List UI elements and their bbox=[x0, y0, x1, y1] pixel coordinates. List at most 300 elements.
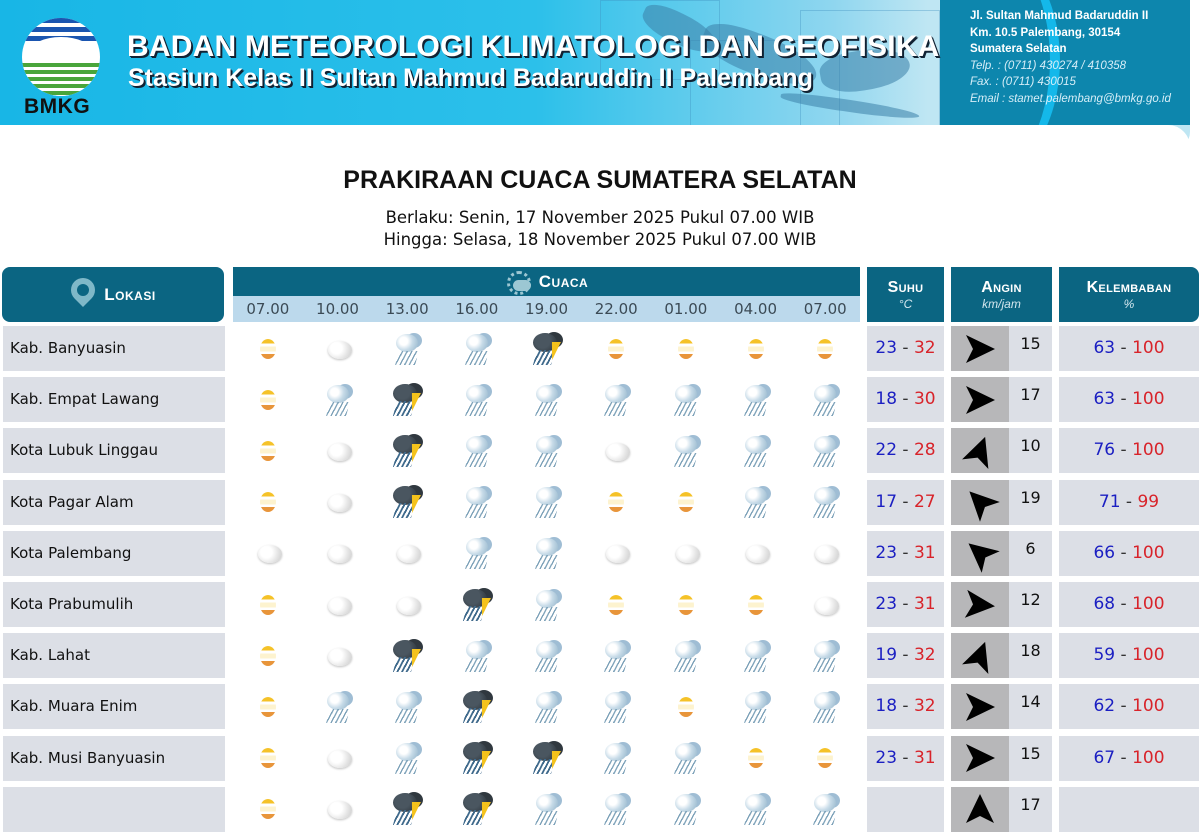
rain-icon bbox=[666, 739, 706, 777]
wind-direction bbox=[951, 428, 1009, 473]
wind-speed: 17 bbox=[1020, 794, 1041, 814]
weather-cell bbox=[651, 377, 721, 422]
weather-cell bbox=[721, 736, 791, 781]
rain-icon bbox=[527, 688, 567, 726]
time-slots bbox=[233, 296, 860, 322]
weather-cell bbox=[372, 582, 442, 627]
table-row bbox=[0, 377, 1200, 422]
thunderstorm-icon bbox=[387, 637, 427, 675]
temp-max: 32 bbox=[913, 696, 936, 717]
thunderstorm-icon bbox=[457, 790, 497, 828]
range-separator: - bbox=[897, 645, 914, 666]
thunderstorm-icon bbox=[457, 688, 497, 726]
wind-speed: 17 bbox=[1020, 385, 1041, 405]
temperature-range bbox=[867, 633, 944, 678]
weather-icons bbox=[233, 531, 860, 576]
weather-cell bbox=[233, 736, 303, 781]
wind-direction bbox=[951, 326, 1009, 371]
sunny-icon bbox=[248, 790, 288, 828]
weather-cell bbox=[372, 633, 442, 678]
humidity-max: 100 bbox=[1132, 696, 1165, 717]
temperature-range bbox=[867, 736, 944, 781]
range-separator: - bbox=[897, 594, 914, 614]
weather-cell bbox=[372, 326, 442, 371]
wind-direction-arrow-icon bbox=[962, 791, 998, 827]
cloudy-icon bbox=[318, 586, 358, 624]
weather-cell bbox=[790, 428, 860, 473]
location-pin-icon bbox=[70, 278, 96, 312]
weather-cell bbox=[512, 428, 582, 473]
rain-icon bbox=[527, 483, 567, 521]
wind-speed: 15 bbox=[1020, 743, 1041, 763]
temperature-range bbox=[867, 480, 944, 525]
sunny-icon bbox=[736, 739, 776, 777]
thunderstorm-icon bbox=[457, 586, 497, 624]
humidity-min: 63 bbox=[1093, 389, 1116, 410]
wind-cell bbox=[951, 787, 1052, 832]
location-name: Kota Lubuk Linggau bbox=[3, 428, 225, 473]
wind-cell bbox=[951, 736, 1052, 781]
sunny-icon bbox=[666, 586, 706, 624]
humidity-min: 71 bbox=[1098, 491, 1121, 512]
rain-icon bbox=[527, 586, 567, 624]
rain-icon bbox=[736, 790, 776, 828]
weather-cell bbox=[790, 684, 860, 729]
rain-icon bbox=[457, 534, 497, 572]
weather-cell bbox=[581, 684, 651, 729]
rain-icon bbox=[666, 637, 706, 675]
header-kelembaban bbox=[1059, 267, 1199, 322]
sunny-icon bbox=[666, 330, 706, 368]
thunderstorm-icon bbox=[527, 330, 567, 368]
weather-icons bbox=[233, 736, 860, 781]
wind-cell bbox=[951, 531, 1052, 576]
weather-cell bbox=[790, 582, 860, 627]
temp-min: 19 bbox=[875, 645, 898, 666]
humidity-min: 59 bbox=[1093, 645, 1116, 666]
wind-direction-arrow-icon bbox=[960, 585, 999, 624]
wind-speed: 6 bbox=[1025, 538, 1036, 558]
temp-min: 18 bbox=[875, 696, 898, 717]
humidity-range bbox=[1059, 326, 1199, 371]
weather-cell bbox=[233, 326, 303, 371]
header-suhu bbox=[867, 267, 944, 322]
weather-cell bbox=[233, 480, 303, 525]
wind-direction bbox=[951, 787, 1009, 832]
humidity-range bbox=[1059, 377, 1199, 422]
header-cuaca-label: Cuaca bbox=[538, 271, 589, 291]
weather-cell bbox=[651, 531, 721, 576]
weather-cell bbox=[303, 787, 373, 832]
weather-cell bbox=[721, 684, 791, 729]
weather-cell bbox=[651, 582, 721, 627]
time-slot: 10.00 bbox=[316, 300, 359, 318]
weather-cell bbox=[721, 428, 791, 473]
rain-icon bbox=[596, 790, 636, 828]
table-row bbox=[0, 480, 1200, 525]
humidity-range bbox=[1059, 684, 1199, 729]
weather-cell bbox=[442, 736, 512, 781]
cloudy-icon bbox=[318, 483, 358, 521]
sunny-icon bbox=[248, 432, 288, 470]
weather-cell bbox=[372, 531, 442, 576]
humidity-min: 66 bbox=[1093, 542, 1116, 563]
weather-cell bbox=[721, 480, 791, 525]
weather-cell bbox=[651, 428, 721, 473]
cloudy-icon bbox=[318, 790, 358, 828]
cloudy-icon bbox=[596, 534, 636, 572]
rain-icon bbox=[387, 739, 427, 777]
rain-icon bbox=[457, 637, 497, 675]
weather-cell bbox=[303, 326, 373, 371]
weather-cell bbox=[721, 531, 791, 576]
table-row bbox=[0, 326, 1200, 371]
validity-period bbox=[0, 207, 1200, 251]
humidity-max: 100 bbox=[1132, 542, 1165, 563]
wind-speed: 19 bbox=[1020, 487, 1041, 507]
weather-cell bbox=[651, 684, 721, 729]
range-separator: - bbox=[1115, 338, 1133, 358]
time-slot: 07.00 bbox=[246, 300, 290, 318]
rain-icon bbox=[457, 432, 497, 470]
weather-icons bbox=[233, 428, 860, 473]
org-subtitle: Stasiun Kelas II Sultan Mahmud Badaruddin II Palembang bbox=[128, 64, 813, 92]
rain-icon bbox=[666, 790, 706, 828]
weather-cell bbox=[303, 582, 373, 627]
range-separator: - bbox=[897, 696, 914, 717]
location-name: Kota Prabumulih bbox=[3, 582, 225, 627]
temp-max: 31 bbox=[913, 594, 936, 614]
weather-cell bbox=[512, 377, 582, 422]
weather-cell bbox=[442, 633, 512, 678]
weather-cell bbox=[442, 582, 512, 627]
weather-cell bbox=[372, 480, 442, 525]
range-separator: - bbox=[1115, 645, 1133, 666]
time-slot: 04.00 bbox=[734, 300, 778, 318]
weather-cell bbox=[651, 326, 721, 371]
address-line-2: Km. 10.5 Palembang, 30154 bbox=[970, 26, 1121, 39]
weather-cell bbox=[233, 582, 303, 627]
rain-icon bbox=[805, 381, 845, 419]
table-row bbox=[0, 736, 1200, 781]
cloudy-icon bbox=[805, 586, 845, 624]
weather-cell bbox=[581, 787, 651, 832]
rain-icon bbox=[736, 637, 776, 675]
humidity-range bbox=[1059, 633, 1199, 678]
rain-icon bbox=[387, 688, 427, 726]
rain-icon bbox=[527, 534, 567, 572]
weather-cell bbox=[233, 684, 303, 729]
weather-cell bbox=[372, 377, 442, 422]
weather-cell bbox=[512, 582, 582, 627]
sunny-icon bbox=[248, 739, 288, 777]
wind-speed: 18 bbox=[1020, 641, 1041, 661]
sunny-icon bbox=[596, 483, 636, 521]
thunderstorm-icon bbox=[387, 790, 427, 828]
cloudy-icon bbox=[805, 534, 845, 572]
weather-cell bbox=[721, 582, 791, 627]
weather-cell bbox=[303, 684, 373, 729]
humidity-min: 68 bbox=[1093, 594, 1116, 614]
wind-direction-arrow-icon bbox=[955, 528, 1006, 579]
rain-icon bbox=[805, 790, 845, 828]
location-name: Kab. Muara Enim bbox=[3, 684, 225, 729]
weather-cell bbox=[303, 736, 373, 781]
humidity-range bbox=[1059, 480, 1199, 525]
sunny-icon bbox=[596, 330, 636, 368]
weather-cell bbox=[790, 787, 860, 832]
weather-icons bbox=[233, 377, 860, 422]
rain-icon bbox=[736, 381, 776, 419]
weather-icons bbox=[233, 480, 860, 525]
valid-to: Hingga: Selasa, 18 November 2025 Pukul 07.00 WIB bbox=[383, 230, 817, 249]
wind-direction bbox=[951, 633, 1009, 678]
wind-direction bbox=[951, 377, 1009, 422]
cloudy-icon bbox=[596, 432, 636, 470]
weather-cell bbox=[581, 633, 651, 678]
weather-cell bbox=[442, 326, 512, 371]
temperature-range bbox=[867, 531, 944, 576]
time-slot: 16.00 bbox=[455, 300, 499, 318]
org-title: BADAN METEOROLOGI KLIMATOLOGI DAN GEOFISIKA bbox=[127, 30, 940, 63]
range-separator: - bbox=[897, 747, 914, 768]
cloudy-icon bbox=[387, 534, 427, 572]
cloudy-icon bbox=[736, 534, 776, 572]
rain-icon bbox=[596, 739, 636, 777]
telp: Telp. : (0711) 430274 / 410358 bbox=[970, 59, 1127, 72]
weather-icons bbox=[233, 633, 860, 678]
bmkg-logo-icon bbox=[22, 18, 100, 96]
wind-direction bbox=[951, 531, 1009, 576]
weather-cell bbox=[581, 377, 651, 422]
wind-direction-arrow-icon bbox=[957, 428, 1003, 474]
rain-icon bbox=[805, 432, 845, 470]
sunny-icon bbox=[248, 330, 288, 368]
rain-icon bbox=[736, 432, 776, 470]
thunderstorm-icon bbox=[387, 483, 427, 521]
temperature-range bbox=[867, 428, 944, 473]
range-separator: - bbox=[1115, 747, 1133, 768]
banner-bottom-curve bbox=[0, 125, 1190, 165]
rain-icon bbox=[666, 381, 706, 419]
temp-max: 31 bbox=[913, 747, 936, 768]
weather-cell bbox=[233, 377, 303, 422]
weather-cell bbox=[581, 428, 651, 473]
weather-icons bbox=[233, 684, 860, 729]
sunny-icon bbox=[248, 381, 288, 419]
range-separator: - bbox=[897, 338, 914, 358]
header-angin bbox=[951, 267, 1052, 322]
rain-icon bbox=[527, 432, 567, 470]
wind-direction-arrow-icon bbox=[962, 689, 998, 725]
humidity-max: 100 bbox=[1132, 389, 1165, 410]
rain-icon bbox=[596, 637, 636, 675]
wind-direction bbox=[951, 736, 1009, 781]
humidity-max: 100 bbox=[1132, 645, 1165, 666]
table-row bbox=[0, 582, 1200, 627]
thermometer-icon header-suhu-label: Suhu bbox=[887, 278, 924, 296]
weather-icons bbox=[233, 326, 860, 371]
range-separator: - bbox=[1120, 491, 1138, 512]
weather-cell bbox=[512, 480, 582, 525]
wind-direction-arrow-icon bbox=[957, 633, 1003, 679]
humidity-range bbox=[1059, 428, 1199, 473]
temp-max: 28 bbox=[913, 440, 936, 461]
time-slot: 07.00 bbox=[803, 300, 847, 318]
weather-cell bbox=[790, 531, 860, 576]
header-lokasi-label: Lokasi bbox=[104, 284, 156, 304]
sunny-icon bbox=[805, 330, 845, 368]
weather-cell bbox=[790, 736, 860, 781]
valid-from: Berlaku: Senin, 17 November 2025 Pukul 07.00 WIB bbox=[385, 208, 815, 227]
rain-icon bbox=[318, 381, 358, 419]
table-row bbox=[0, 633, 1200, 678]
sunny-icon bbox=[666, 483, 706, 521]
temperature-range bbox=[867, 377, 944, 422]
weather-cell bbox=[442, 531, 512, 576]
range-separator: - bbox=[897, 440, 914, 461]
wind-direction bbox=[951, 582, 1009, 627]
wind-cell bbox=[951, 377, 1052, 422]
range-separator: - bbox=[1115, 389, 1133, 410]
wind-speed: 12 bbox=[1020, 590, 1041, 609]
cloudy-icon bbox=[318, 637, 358, 675]
wind-cell bbox=[951, 633, 1052, 678]
range-separator: - bbox=[1115, 440, 1133, 461]
wind-cell bbox=[951, 684, 1052, 729]
weather-cell bbox=[303, 480, 373, 525]
humidity-max: 99 bbox=[1137, 491, 1160, 512]
humidity-max: 100 bbox=[1132, 747, 1165, 768]
temperature-range bbox=[867, 326, 944, 371]
humidity-range bbox=[1059, 787, 1199, 832]
weather-cell bbox=[651, 480, 721, 525]
humidity-max: 100 bbox=[1132, 440, 1165, 461]
temp-max: 31 bbox=[913, 542, 936, 563]
weather-cell bbox=[442, 377, 512, 422]
table-row bbox=[0, 531, 1200, 576]
weather-cell bbox=[233, 787, 303, 832]
address-line-3: Sumatera Selatan bbox=[970, 43, 1067, 55]
weather-cell bbox=[372, 428, 442, 473]
temperature-range bbox=[867, 582, 944, 627]
humidity-min: 76 bbox=[1093, 440, 1116, 461]
cloudy-icon bbox=[318, 739, 358, 777]
weather-cell bbox=[372, 736, 442, 781]
header-lokasi bbox=[2, 267, 224, 322]
contact-info bbox=[970, 8, 1171, 107]
cloudy-icon bbox=[318, 534, 358, 572]
sunny-icon bbox=[666, 688, 706, 726]
weather-cell bbox=[442, 787, 512, 832]
rain-icon bbox=[805, 637, 845, 675]
cloudy-icon bbox=[318, 330, 358, 368]
wind-icon header-angin-label: Angin bbox=[981, 278, 1022, 296]
table-row bbox=[0, 684, 1200, 729]
wind-direction-arrow-icon bbox=[955, 477, 1006, 528]
header-cuaca bbox=[233, 267, 860, 322]
temp-min: 23 bbox=[875, 338, 898, 358]
weather-cell bbox=[581, 582, 651, 627]
thunderstorm-icon bbox=[387, 381, 427, 419]
fax: Fax. : (0711) 430015 bbox=[970, 76, 1076, 88]
weather-icons bbox=[233, 787, 860, 832]
table-row bbox=[0, 787, 1200, 832]
cloudy-icon bbox=[248, 534, 288, 572]
weather-cell bbox=[233, 531, 303, 576]
weather-cell bbox=[651, 633, 721, 678]
humidity-range bbox=[1059, 736, 1199, 781]
wind-direction bbox=[951, 684, 1009, 729]
wind-direction-arrow-icon bbox=[962, 331, 998, 367]
kelembaban-unit: % bbox=[1123, 296, 1135, 311]
sunny-icon bbox=[248, 586, 288, 624]
humidity-min: 63 bbox=[1093, 338, 1116, 358]
time-slot: 01.00 bbox=[664, 300, 708, 318]
weather-icon bbox=[505, 271, 531, 293]
humidity-min: 67 bbox=[1093, 747, 1116, 768]
humidity-max: 100 bbox=[1132, 594, 1165, 614]
suhu-unit: °C bbox=[898, 296, 913, 311]
temperature-range bbox=[867, 787, 944, 832]
rain-icon bbox=[527, 381, 567, 419]
logo-text: BMKG bbox=[24, 95, 91, 118]
email: Email : stamet.palembang@bmkg.go.id bbox=[970, 92, 1171, 105]
wind-direction-arrow-icon bbox=[962, 740, 998, 776]
weather-cell bbox=[372, 787, 442, 832]
wind-speed: 14 bbox=[1020, 692, 1041, 712]
range-separator: - bbox=[1115, 696, 1133, 717]
humidity-range bbox=[1059, 531, 1199, 576]
droplet-icon header-kelembaban-label: Kelembaban bbox=[1086, 278, 1172, 296]
weather-cell bbox=[442, 428, 512, 473]
temp-min: 23 bbox=[875, 747, 898, 768]
cloudy-icon bbox=[318, 432, 358, 470]
humidity-min: 62 bbox=[1093, 696, 1116, 717]
sunny-icon bbox=[736, 586, 776, 624]
weather-icons bbox=[233, 582, 860, 627]
address-line-1: Jl. Sultan Mahmud Badaruddin II bbox=[970, 10, 1149, 22]
weather-cell bbox=[512, 531, 582, 576]
sunny-icon bbox=[805, 739, 845, 777]
weather-cell bbox=[721, 326, 791, 371]
weather-cell bbox=[790, 480, 860, 525]
weather-cell bbox=[303, 531, 373, 576]
weather-cell bbox=[790, 326, 860, 371]
rain-icon bbox=[596, 381, 636, 419]
wind-direction-arrow-icon bbox=[962, 382, 998, 418]
weather-cell bbox=[581, 326, 651, 371]
range-separator: - bbox=[1115, 594, 1133, 614]
weather-cell bbox=[442, 684, 512, 729]
weather-cell bbox=[581, 736, 651, 781]
weather-cell bbox=[581, 531, 651, 576]
temp-min: 18 bbox=[875, 389, 898, 410]
range-separator: - bbox=[1115, 542, 1133, 563]
rain-icon bbox=[596, 688, 636, 726]
rain-icon bbox=[805, 483, 845, 521]
temp-max: 27 bbox=[913, 491, 936, 512]
wind-cell bbox=[951, 326, 1052, 371]
rain-icon bbox=[457, 330, 497, 368]
location-name bbox=[3, 787, 225, 832]
wind-cell bbox=[951, 428, 1052, 473]
cloudy-icon bbox=[387, 586, 427, 624]
humidity-range bbox=[1059, 582, 1199, 627]
weather-cell bbox=[512, 326, 582, 371]
weather-cell bbox=[512, 736, 582, 781]
weather-cell bbox=[651, 787, 721, 832]
